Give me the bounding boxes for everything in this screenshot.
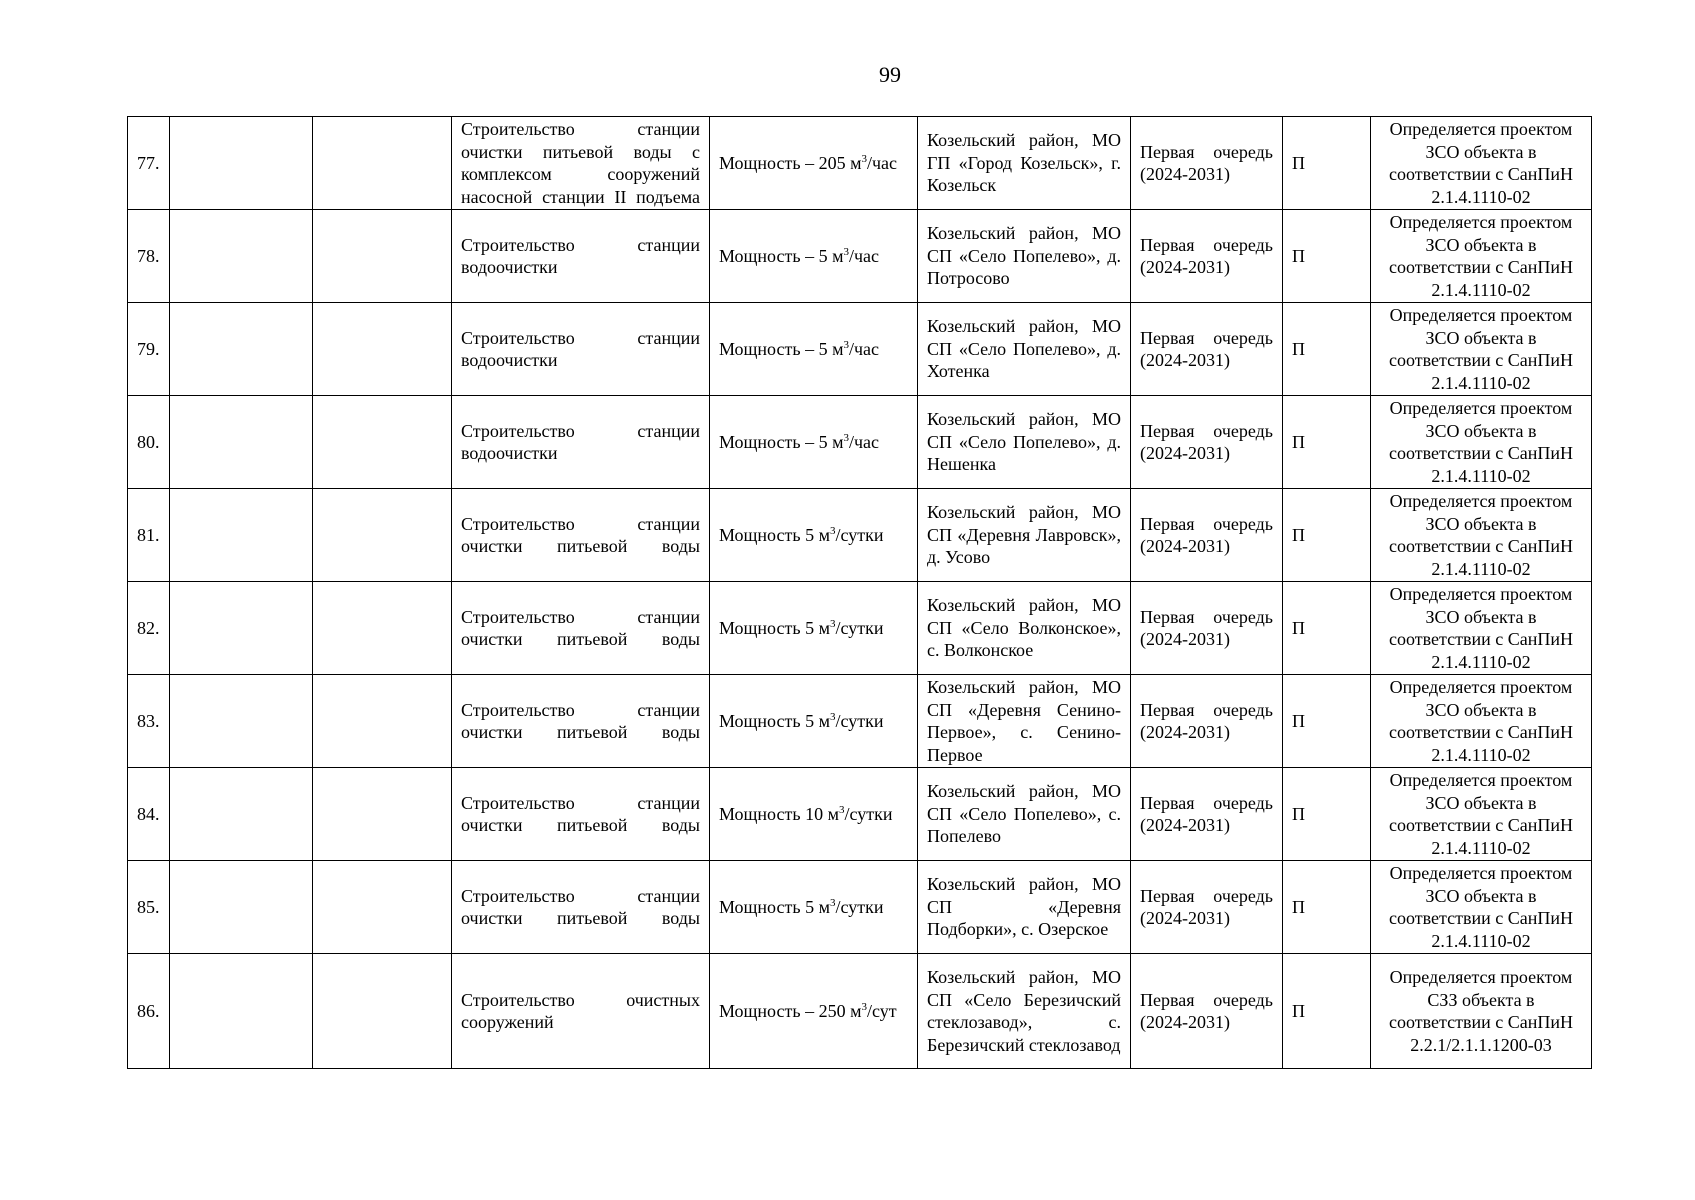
cell-stage-line2: (2024-2031)	[1140, 908, 1230, 928]
sanitary-note	[1371, 117, 1592, 210]
status-code	[1283, 303, 1371, 396]
cell-location: Козельский район, МО ГП «Город Козельск», г. Козельск	[927, 130, 1121, 196]
cell-location: Козельский район, МО СП «Деревня Подборки», с. Озерское	[927, 874, 1121, 940]
work-description	[452, 675, 710, 768]
capacity	[710, 861, 918, 954]
cell-power-suffix: /сутки	[835, 896, 884, 917]
cell-work: Строительство станции очистки питьевой воды	[461, 792, 700, 835]
cell-power-sup: 3	[829, 710, 836, 723]
cell-work: Строительство станции водоочистки	[461, 234, 700, 277]
location	[918, 303, 1131, 396]
cell-stage-line1: Первая очередь	[1140, 699, 1273, 720]
cell-note: Определяется проектом ЗСО объекта в соответствии с СанПиН 2.1.4.1110-02	[1389, 863, 1573, 951]
cell-stage-line1: Первая очередь	[1140, 327, 1273, 348]
cell-note: Определяется проектом ЗСО объекта в соответствии с СанПиН 2.1.4.1110-02	[1389, 491, 1573, 579]
cell-status: П	[1292, 896, 1305, 917]
cell-stage-line2: (2024-2031)	[1140, 536, 1230, 556]
cell-status: П	[1292, 338, 1305, 359]
implementation-stage	[1131, 210, 1283, 303]
cell-stage-line2: (2024-2031)	[1140, 443, 1230, 463]
location	[918, 210, 1131, 303]
empty-cell	[170, 117, 313, 210]
status-code	[1283, 117, 1371, 210]
cell-power-prefix: Мощность 5 м	[719, 617, 830, 638]
cell-work: Строительство станции очистки питьевой воды	[461, 699, 700, 742]
cell-power-sup: 3	[861, 1000, 867, 1013]
cell-work: Строительство станции очистки питьевой воды с комплексом сооружений насосной станции II подъема	[461, 119, 700, 207]
implementation-stage	[1131, 303, 1283, 396]
cell-num: 77.	[137, 152, 160, 173]
empty-cell	[313, 210, 452, 303]
cell-status: П	[1292, 152, 1305, 173]
cell-note: Определяется проектом ЗСО объекта в соответствии с СанПиН 2.1.4.1110-02	[1389, 770, 1573, 858]
capacity	[710, 582, 918, 675]
row-number	[128, 489, 170, 582]
cell-power-suffix: /час	[866, 152, 897, 173]
work-description	[452, 303, 710, 396]
cell-power-prefix: Мощность – 250 м	[719, 1000, 862, 1021]
table-row	[128, 675, 1592, 768]
location	[918, 861, 1131, 954]
empty-cell	[170, 861, 313, 954]
work-description	[452, 954, 710, 1069]
cell-note: Определяется проектом ЗСО объекта в соответствии с СанПиН 2.1.4.1110-02	[1389, 119, 1573, 207]
table-row	[128, 768, 1592, 861]
implementation-stage	[1131, 675, 1283, 768]
cell-note: Определяется проектом ЗСО объекта в соответствии с СанПиН 2.1.4.1110-02	[1389, 305, 1573, 393]
row-number	[128, 861, 170, 954]
work-description	[452, 117, 710, 210]
work-description	[452, 768, 710, 861]
implementation-stage	[1131, 861, 1283, 954]
empty-cell	[313, 861, 452, 954]
row-number	[128, 210, 170, 303]
empty-cell	[313, 489, 452, 582]
cell-stage-line1: Первая очередь	[1140, 513, 1273, 534]
cell-stage-line2: (2024-2031)	[1140, 629, 1230, 649]
cell-note: Определяется проектом ЗСО объекта в соответствии с СанПиН 2.1.4.1110-02	[1389, 677, 1573, 765]
cell-status: П	[1292, 524, 1305, 545]
work-description	[452, 861, 710, 954]
implementation-stage	[1131, 396, 1283, 489]
cell-location: Козельский район, МО СП «Село Волконское», с. Волконское	[927, 595, 1121, 661]
cell-location: Козельский район, МО СП «Село Попелево», д. Потросово	[927, 223, 1121, 289]
cell-stage-line1: Первая очередь	[1140, 989, 1273, 1010]
empty-cell	[313, 768, 452, 861]
cell-stage-line2: (2024-2031)	[1140, 815, 1230, 835]
sanitary-note	[1371, 489, 1592, 582]
cell-location: Козельский район, МО СП «Село Попелево», д. Хотенка	[927, 316, 1121, 382]
cell-location: Козельский район, МО СП «Деревня Сенино-Первое», с. Сенино-Первое	[927, 677, 1121, 765]
cell-power-sup: 3	[838, 803, 845, 816]
capacity	[710, 954, 918, 1069]
row-number	[128, 954, 170, 1069]
location	[918, 117, 1131, 210]
cell-status: П	[1292, 710, 1305, 731]
cell-stage-line1: Первая очередь	[1140, 141, 1273, 162]
cell-power-suffix: /час	[848, 431, 879, 452]
cell-work: Строительство станции водоочистки	[461, 327, 700, 370]
capacity	[710, 489, 918, 582]
table-row	[128, 117, 1592, 210]
work-description	[452, 210, 710, 303]
empty-cell	[170, 210, 313, 303]
cell-power-sup: 3	[829, 617, 836, 630]
cell-power-suffix: /сут	[866, 1000, 897, 1021]
table-row	[128, 210, 1592, 303]
cell-note: Определяется проектом ЗСО объекта в соответствии с СанПиН 2.1.4.1110-02	[1389, 212, 1573, 300]
cell-power-suffix: /час	[848, 338, 879, 359]
cell-note: Определяется проектом ЗСО объекта в соответствии с СанПиН 2.1.4.1110-02	[1389, 584, 1573, 672]
cell-stage-line1: Первая очередь	[1140, 885, 1273, 906]
sanitary-note	[1371, 768, 1592, 861]
capacity	[710, 396, 918, 489]
cell-work: Строительство станции водоочистки	[461, 420, 700, 463]
row-number	[128, 303, 170, 396]
cell-num: 81.	[137, 524, 160, 545]
cell-power-suffix: /сутки	[844, 803, 893, 824]
sanitary-note	[1371, 303, 1592, 396]
cell-power-prefix: Мощность – 205 м	[719, 152, 862, 173]
location	[918, 489, 1131, 582]
cell-location: Козельский район, МО СП «Село Попелево», с. Попелево	[927, 781, 1121, 847]
cell-stage-line1: Первая очередь	[1140, 234, 1273, 255]
empty-cell	[170, 675, 313, 768]
cell-power-sup: 3	[829, 524, 836, 537]
cell-power-suffix: /сутки	[835, 710, 884, 731]
cell-note: Определяется проектом СЗЗ объекта в соответствии с СанПиН 2.2.1/2.1.1.1200-03	[1389, 967, 1573, 1055]
status-code	[1283, 675, 1371, 768]
implementation-stage	[1131, 489, 1283, 582]
empty-cell	[170, 396, 313, 489]
cell-power-suffix: /час	[848, 245, 879, 266]
cell-num: 79.	[137, 338, 160, 359]
status-code	[1283, 861, 1371, 954]
sanitary-note	[1371, 582, 1592, 675]
row-number	[128, 768, 170, 861]
cell-num: 85.	[137, 896, 160, 917]
cell-power-prefix: Мощность 5 м	[719, 710, 830, 731]
table-row	[128, 489, 1592, 582]
cell-power-sup: 3	[843, 245, 849, 258]
cell-status: П	[1292, 431, 1305, 452]
cell-power-suffix: /сутки	[835, 524, 884, 545]
empty-cell	[313, 396, 452, 489]
capacity	[710, 768, 918, 861]
empty-cell	[313, 675, 452, 768]
empty-cell	[170, 582, 313, 675]
cell-num: 78.	[137, 245, 160, 266]
cell-status: П	[1292, 1000, 1305, 1021]
capacity	[710, 675, 918, 768]
cell-num: 83.	[137, 710, 160, 731]
work-description	[452, 489, 710, 582]
table-body	[128, 117, 1592, 1069]
cell-stage-line2: (2024-2031)	[1140, 257, 1230, 277]
implementation-stage	[1131, 768, 1283, 861]
cell-power-sup: 3	[843, 431, 849, 444]
table-row	[128, 303, 1592, 396]
cell-power-sup: 3	[843, 338, 849, 351]
location	[918, 396, 1131, 489]
capacity	[710, 210, 918, 303]
cell-work: Строительство станции очистки питьевой воды	[461, 513, 700, 556]
status-code	[1283, 489, 1371, 582]
location	[918, 675, 1131, 768]
implementation-stage	[1131, 582, 1283, 675]
empty-cell	[313, 303, 452, 396]
empty-cell	[170, 303, 313, 396]
implementation-stage	[1131, 954, 1283, 1069]
cell-status: П	[1292, 803, 1305, 824]
table-row	[128, 861, 1592, 954]
location	[918, 768, 1131, 861]
cell-stage-line1: Первая очередь	[1140, 606, 1273, 627]
cell-work: Строительство очистных сооружений	[461, 989, 700, 1032]
cell-num: 84.	[137, 803, 160, 824]
cell-stage-line2: (2024-2031)	[1140, 1012, 1230, 1032]
sanitary-note	[1371, 954, 1592, 1069]
row-number	[128, 675, 170, 768]
location	[918, 582, 1131, 675]
cell-stage-line1: Первая очередь	[1140, 792, 1273, 813]
cell-power-prefix: Мощность – 5 м	[719, 431, 844, 452]
cell-power-prefix: Мощность – 5 м	[719, 338, 844, 359]
status-code	[1283, 954, 1371, 1069]
empty-cell	[313, 117, 452, 210]
capacity	[710, 303, 918, 396]
row-number	[128, 117, 170, 210]
projects-table	[127, 116, 1592, 1069]
cell-note: Определяется проектом ЗСО объекта в соответствии с СанПиН 2.1.4.1110-02	[1389, 398, 1573, 486]
cell-power-sup: 3	[829, 896, 836, 909]
cell-power-prefix: Мощность 10 м	[719, 803, 839, 824]
cell-location: Козельский район, МО СП «Село Попелево», д. Нешенка	[927, 409, 1121, 475]
cell-work: Строительство станции очистки питьевой воды	[461, 885, 700, 928]
empty-cell	[170, 489, 313, 582]
cell-stage-line2: (2024-2031)	[1140, 164, 1230, 184]
status-code	[1283, 396, 1371, 489]
table-row	[128, 954, 1592, 1069]
work-description	[452, 582, 710, 675]
cell-power-sup: 3	[861, 152, 867, 165]
cell-status: П	[1292, 245, 1305, 266]
cell-location: Козельский район, МО СП «Деревня Лавровск», д. Усово	[927, 502, 1121, 568]
sanitary-note	[1371, 675, 1592, 768]
sanitary-note	[1371, 396, 1592, 489]
cell-num: 80.	[137, 431, 160, 452]
cell-location: Козельский район, МО СП «Село Березичский стеклозавод», с. Березичский стеклозавод	[927, 967, 1121, 1055]
cell-power-prefix: Мощность 5 м	[719, 524, 830, 545]
empty-cell	[170, 768, 313, 861]
cell-num: 82.	[137, 617, 160, 638]
cell-power-suffix: /сутки	[835, 617, 884, 638]
cell-stage-line1: Первая очередь	[1140, 420, 1273, 441]
cell-stage-line2: (2024-2031)	[1140, 722, 1230, 742]
status-code	[1283, 582, 1371, 675]
empty-cell	[313, 582, 452, 675]
work-description	[452, 396, 710, 489]
location	[918, 954, 1131, 1069]
status-code	[1283, 210, 1371, 303]
empty-cell	[170, 954, 313, 1069]
table-row	[128, 582, 1592, 675]
cell-num: 86.	[137, 1000, 160, 1021]
row-number	[128, 396, 170, 489]
capacity	[710, 117, 918, 210]
cell-power-prefix: Мощность 5 м	[719, 896, 830, 917]
sanitary-note	[1371, 861, 1592, 954]
cell-stage-line2: (2024-2031)	[1140, 350, 1230, 370]
implementation-stage	[1131, 117, 1283, 210]
empty-cell	[313, 954, 452, 1069]
cell-work: Строительство станции очистки питьевой воды	[461, 606, 700, 649]
status-code	[1283, 768, 1371, 861]
sanitary-note	[1371, 210, 1592, 303]
table-row	[128, 396, 1592, 489]
cell-power-prefix: Мощность – 5 м	[719, 245, 844, 266]
cell-status: П	[1292, 617, 1305, 638]
page-number: 99	[879, 62, 901, 87]
row-number	[128, 582, 170, 675]
